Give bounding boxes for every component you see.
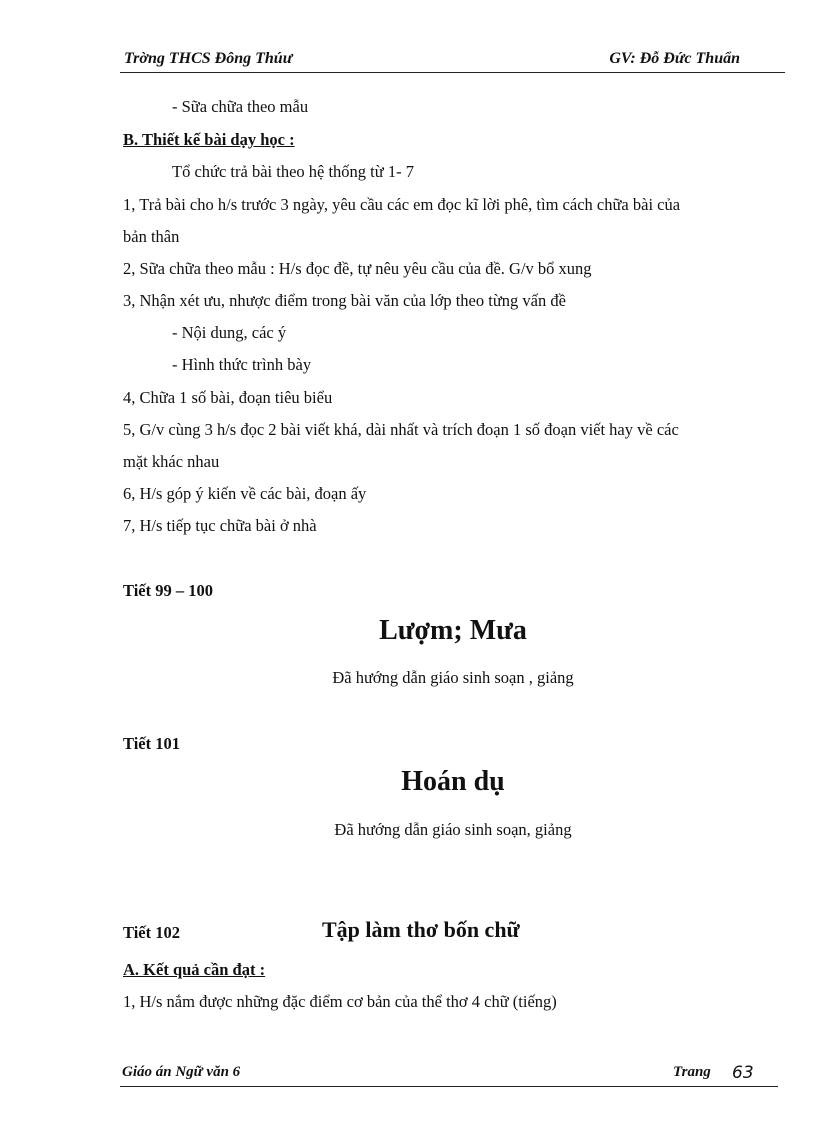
body-line: 1, H/s nắm được những đặc điểm cơ bản của thể thơ 4 chữ (tiếng)	[123, 992, 557, 1011]
lesson-note: Đã hướng dẫn giáo sinh soạn , giảng	[332, 668, 574, 687]
body-line: 7, H/s tiếp tục chữa bài ở nhà	[123, 516, 317, 535]
page-header	[120, 48, 785, 73]
body-line: 2, Sữa chữa theo mẫu : H/s đọc đề, tự nêu yêu cầu của đề. G/v bổ xung	[123, 259, 592, 278]
lesson-number: Tiết 99 – 100	[123, 581, 213, 600]
section-heading-b: B. Thiết kế bài dạy học :	[123, 130, 295, 149]
page-number: 63	[732, 1063, 754, 1083]
lesson-title: Hoán dụ	[401, 766, 505, 797]
body-line: mặt khác nhau	[123, 452, 220, 471]
page-footer	[120, 1062, 778, 1087]
body-line: Tổ chức trả bài theo hệ thống từ 1- 7	[172, 162, 414, 181]
lesson-title: Lượm; Mưa	[379, 615, 527, 646]
body-line: bản thân	[123, 227, 180, 246]
lesson-number: Tiết 102	[123, 923, 180, 942]
body-line: 4, Chữa 1 số bài, đoạn tiêu biểu	[123, 388, 333, 407]
body-line: - Hình thức trình bày	[172, 355, 312, 374]
footer-title: Giáo án Ngữ văn 6	[122, 1064, 241, 1080]
header-school: Trờng THCS Đông Thúư	[124, 50, 293, 67]
body-line: 1, Trả bài cho h/s trước 3 ngày, yêu cầu các em đọc kĩ lời phê, tìm cách chữa bài của	[123, 195, 681, 214]
body-line: - Sữa chữa theo mẫu	[172, 97, 309, 116]
body-line: 6, H/s góp ý kiến về các bài, đoạn ấy	[123, 484, 367, 503]
header-teacher: GV: Đỗ Đức Thuẩn	[609, 50, 740, 67]
body-line: 3, Nhận xét ưu, nhược điểm trong bài văn của lớp theo từng vấn đề	[123, 291, 566, 310]
lesson-title: Tập làm thơ bốn chữ	[322, 917, 520, 942]
body-line: - Nội dung, các ý	[172, 323, 287, 342]
body-line: 5, G/v cùng 3 h/s đọc 2 bài viết khá, dài nhất và trích đoạn 1 số đoạn viết hay về các	[123, 420, 679, 439]
lesson-number: Tiết 101	[123, 734, 180, 753]
lesson-note: Đã hướng dẫn giáo sinh soạn, giảng	[334, 820, 572, 839]
footer-page-label: Trang	[673, 1064, 711, 1080]
section-heading-a: A. Kết quả cần đạt :	[123, 960, 266, 979]
